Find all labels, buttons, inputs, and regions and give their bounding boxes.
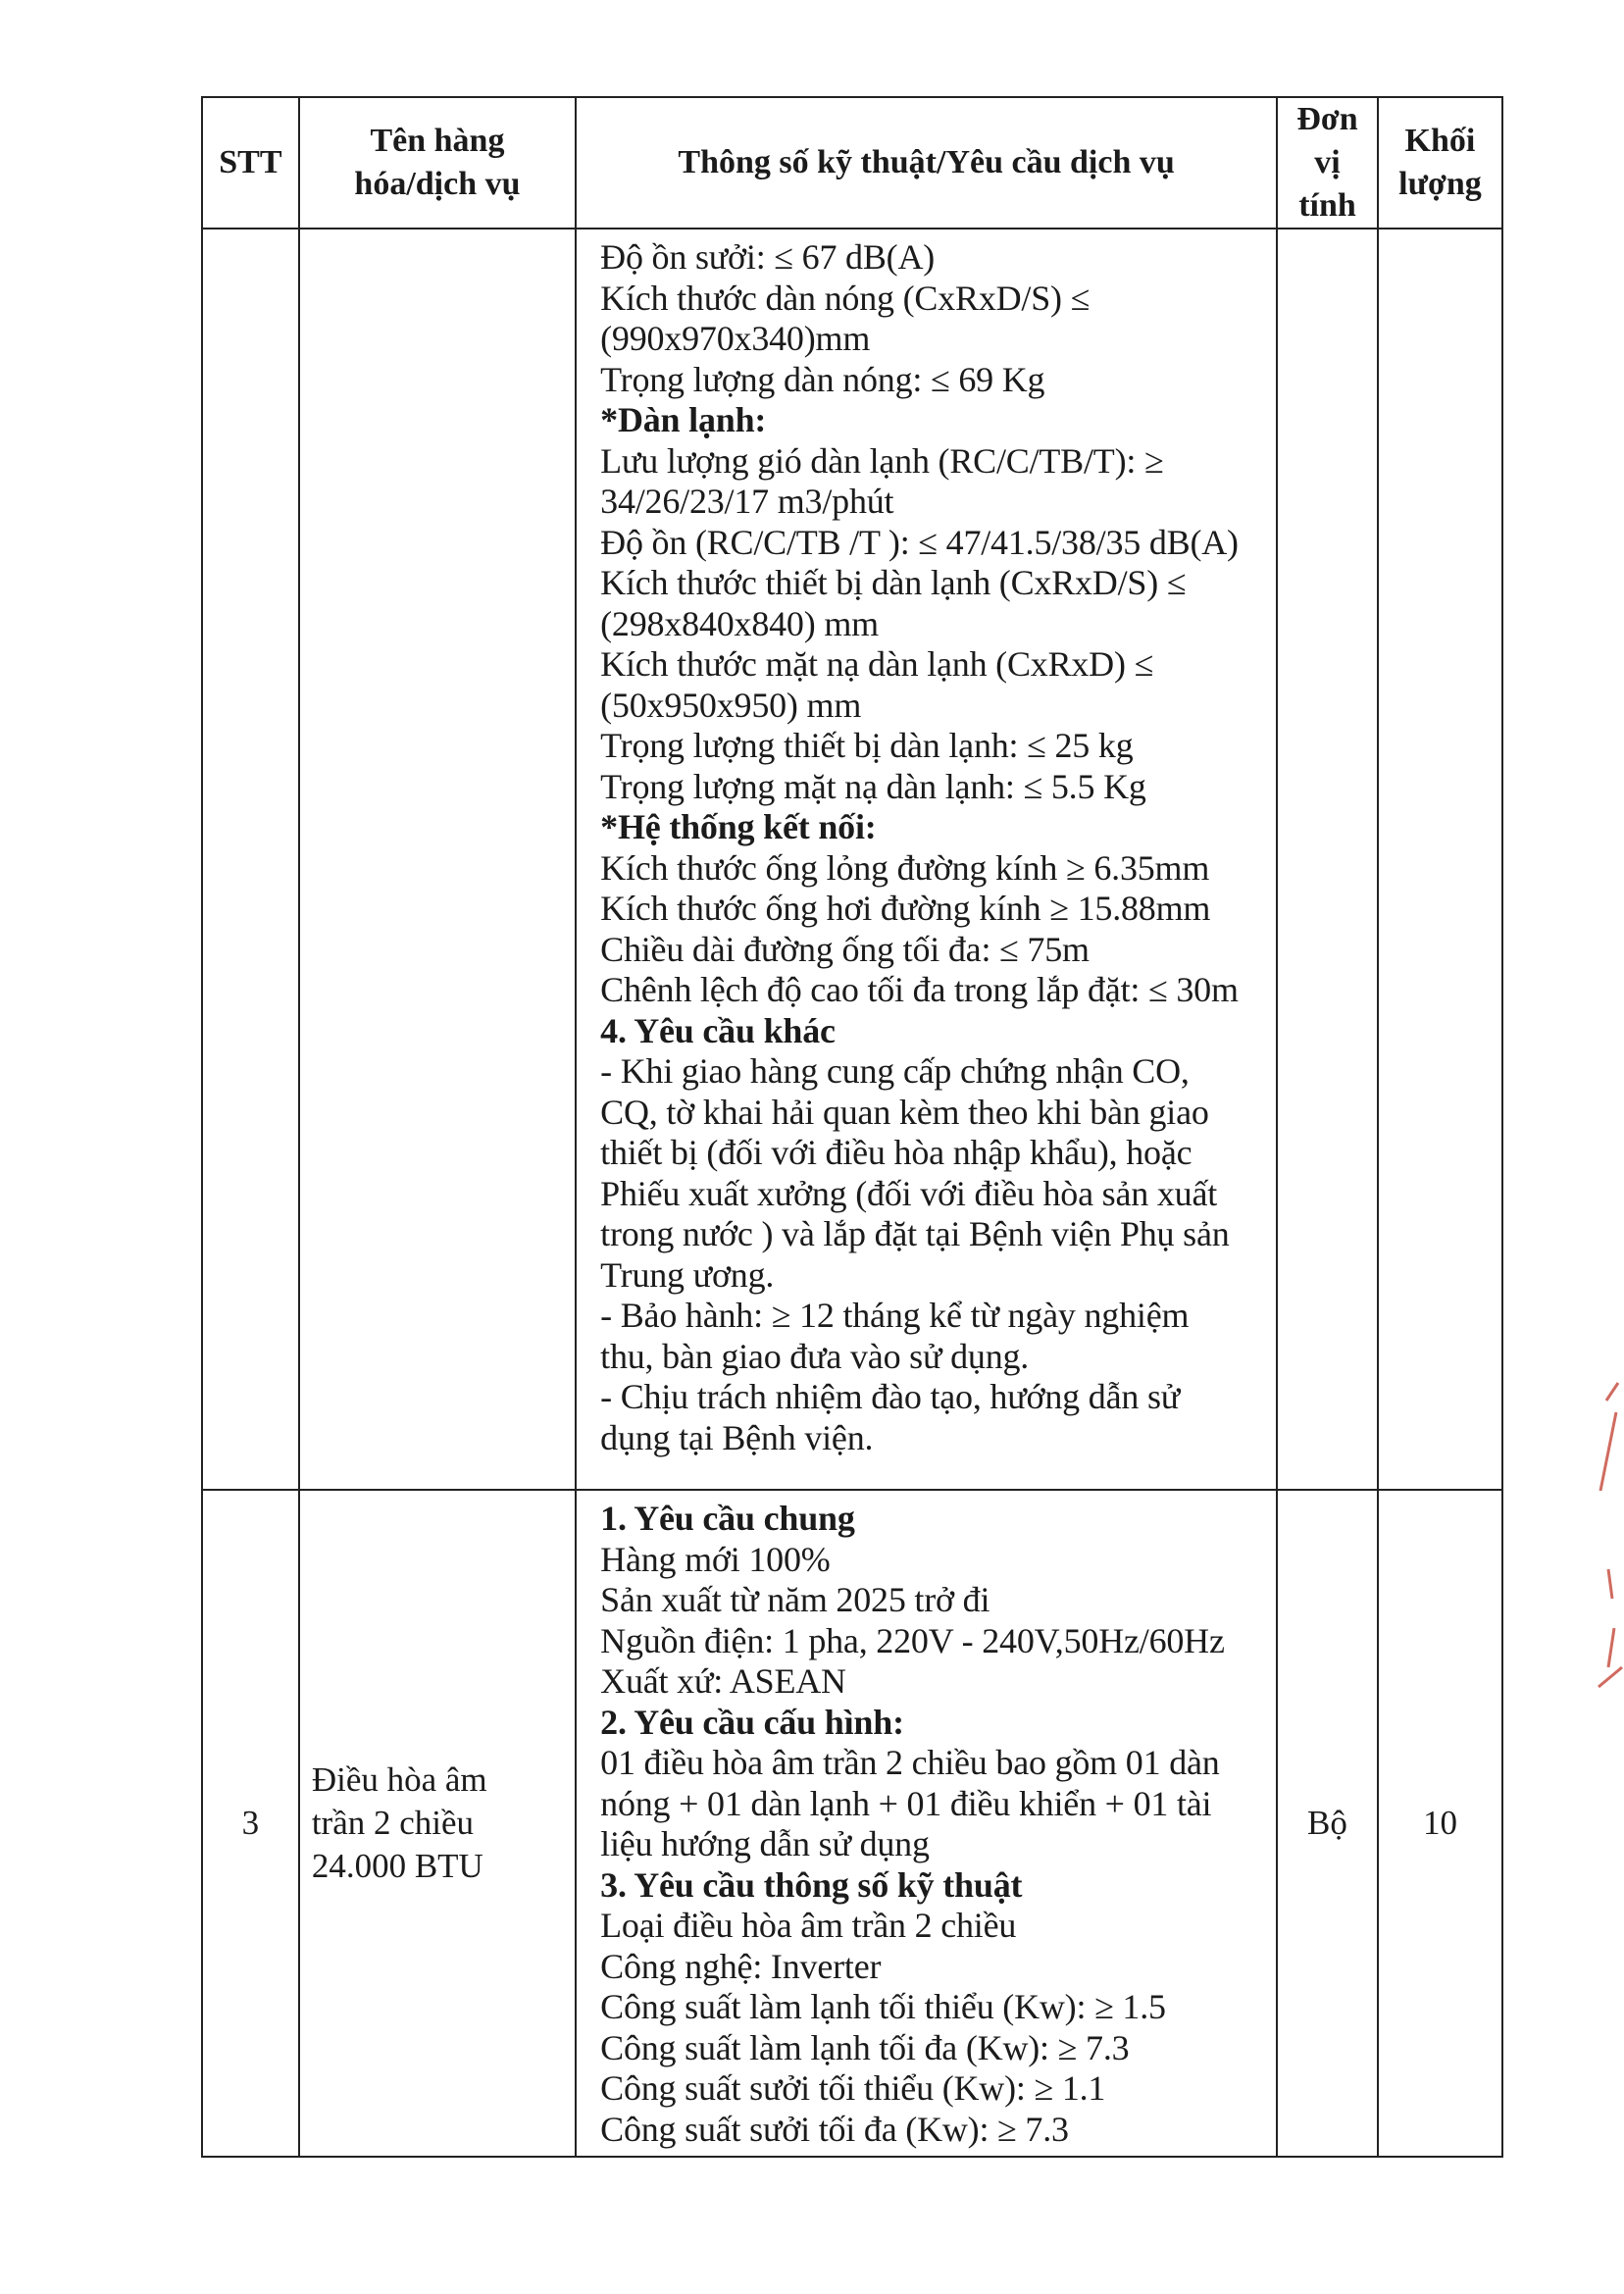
spec-line: Sản xuất từ năm 2025 trở đi <box>600 1580 990 1619</box>
spec-line: Kích thước ống lỏng đường kính ≥ 6.35mm <box>600 847 1210 888</box>
spec-section-heading: 1. Yêu cầu chung <box>600 1499 855 1538</box>
spec-line: Kích thước mặt nạ dàn lạnh (CxRxD) ≤ <box>600 644 1154 684</box>
stamp-edge-marks <box>1579 1373 1624 1697</box>
header-unit: Đơn vị tính <box>1277 97 1378 229</box>
spec-line: Xuất xứ: ASEAN <box>600 1661 846 1701</box>
cell-quantity: 10 <box>1378 1490 1502 2157</box>
spec-line: (298x840x840) mm <box>600 603 879 643</box>
spec-line: Nguồn điện: 1 pha, 220V - 240V,50Hz/60Hz <box>600 1620 1225 1660</box>
spec-line: dụng tại Bệnh viện. <box>600 1417 874 1457</box>
cell-spec <box>576 1490 1277 2157</box>
spec-line: 01 điều hòa âm trần 2 chiều bao gồm 01 dàn <box>600 1743 1220 1782</box>
spec-section-heading: 4. Yêu cầu khác <box>600 1010 836 1050</box>
spec-line: - Khi giao hàng cung cấp chứng nhận CO, <box>600 1051 1190 1091</box>
spec-line: Phiếu xuất xưởng (đối với điều hòa sản xuất <box>600 1173 1218 1213</box>
spec-line: (990x970x340)mm <box>600 319 871 358</box>
header-item-name: Tên hàng hóa/dịch vụ <box>299 97 576 229</box>
spec-line: Công nghệ: Inverter <box>600 1946 882 1986</box>
spec-line: 34/26/23/17 m3/phút <box>600 482 894 521</box>
spec-lines-continued <box>600 237 1258 1458</box>
cell-name-empty <box>299 229 576 1490</box>
spec-line: (50x950x950) mm <box>600 685 862 725</box>
spec-line: Kích thước thiết bị dàn lạnh (CxRxD/S) ≤ <box>600 563 1187 602</box>
header-spec: Thông số kỹ thuật/Yêu cầu dịch vụ <box>576 97 1277 229</box>
spec-table <box>201 96 1503 2158</box>
header-quantity: Khối lượng <box>1378 97 1502 229</box>
spec-line: Độ ồn sưởi: ≤ 67 dB(A) <box>600 237 936 277</box>
spec-lines-row-3 <box>600 1499 1258 2150</box>
cell-stt: 3 <box>202 1490 299 2157</box>
spec-line: Chiều dài đường ống tối đa: ≤ 75m <box>600 929 1090 969</box>
spec-line: Trọng lượng dàn nóng: ≤ 69 Kg <box>600 359 1045 399</box>
spec-line: Độ ồn (RC/C/TB /T ): ≤ 47/41.5/38/35 dB(A) <box>600 522 1239 562</box>
spec-line: trong nước ) và lắp đặt tại Bệnh viện Phụ sản <box>600 1214 1230 1253</box>
spec-line: - Bảo hành: ≥ 12 tháng kể từ ngày nghiệm <box>600 1296 1190 1335</box>
spec-line: Kích thước ống hơi đường kính ≥ 15.88mm <box>600 889 1211 928</box>
spec-line: - Chịu trách nhiệm đào tạo, hướng dẫn sử <box>600 1377 1181 1416</box>
cell-unit: Bộ <box>1277 1490 1378 2157</box>
spec-line: Trọng lượng thiết bị dàn lạnh: ≤ 25 kg <box>600 726 1134 765</box>
table-header-row <box>202 97 1502 229</box>
spec-line: nóng + 01 dàn lạnh + 01 điều khiển + 01 tài <box>600 1783 1212 1823</box>
spec-line: Hàng mới 100% <box>600 1539 831 1579</box>
spec-section-heading: 2. Yêu cầu cấu hình: <box>600 1702 904 1742</box>
spec-line: Lưu lượng gió dàn lạnh (RC/C/TB/T): ≥ <box>600 440 1164 481</box>
table-row-3 <box>202 1490 1502 2157</box>
spec-section-heading: 3. Yêu cầu thông số kỹ thuật <box>600 1864 1023 1905</box>
cell-spec-continued <box>576 229 1277 1490</box>
cell-item-name: Điều hòa âm trần 2 chiều 24.000 BTU <box>299 1490 576 2157</box>
spec-line: Công suất sưởi tối thiểu (Kw): ≥ 1.1 <box>600 2068 1106 2108</box>
spec-line: Công suất làm lạnh tối đa (Kw): ≥ 7.3 <box>600 2027 1130 2067</box>
spec-line: Công suất sưởi tối đa (Kw): ≥ 7.3 <box>600 2109 1069 2149</box>
header-stt: STT <box>202 97 299 229</box>
spec-line: Loại điều hòa âm trần 2 chiều <box>600 1906 1017 1945</box>
spec-line: Trọng lượng mặt nạ dàn lạnh: ≤ 5.5 Kg <box>600 766 1146 806</box>
spec-line: Kích thước dàn nóng (CxRxD/S) ≤ <box>600 278 1091 318</box>
spec-line: CQ, tờ khai hải quan kèm theo khi bàn giao <box>600 1092 1209 1132</box>
cell-unit-empty <box>1277 229 1378 1490</box>
spec-section-heading: *Dàn lạnh: <box>600 400 767 439</box>
spec-line: Công suất làm lạnh tối thiểu (Kw): ≥ 1.5 <box>600 1987 1166 2026</box>
spec-line: thu, bàn giao đưa vào sử dụng. <box>600 1336 1030 1376</box>
spec-line: thiết bị (đối với điều hòa nhập khẩu), hoặc <box>600 1133 1193 1172</box>
spec-line: liệu hướng dẫn sử dụng <box>600 1824 930 1863</box>
cell-stt-empty <box>202 229 299 1490</box>
table-row-continued <box>202 229 1502 1490</box>
spec-line: Chênh lệch độ cao tối đa trong lắp đặt: ≤ 30m <box>600 970 1239 1009</box>
cell-qty-empty <box>1378 229 1502 1490</box>
spec-section-heading: *Hệ thống kết nối: <box>600 807 877 846</box>
spec-line: Trung ương. <box>600 1254 775 1295</box>
